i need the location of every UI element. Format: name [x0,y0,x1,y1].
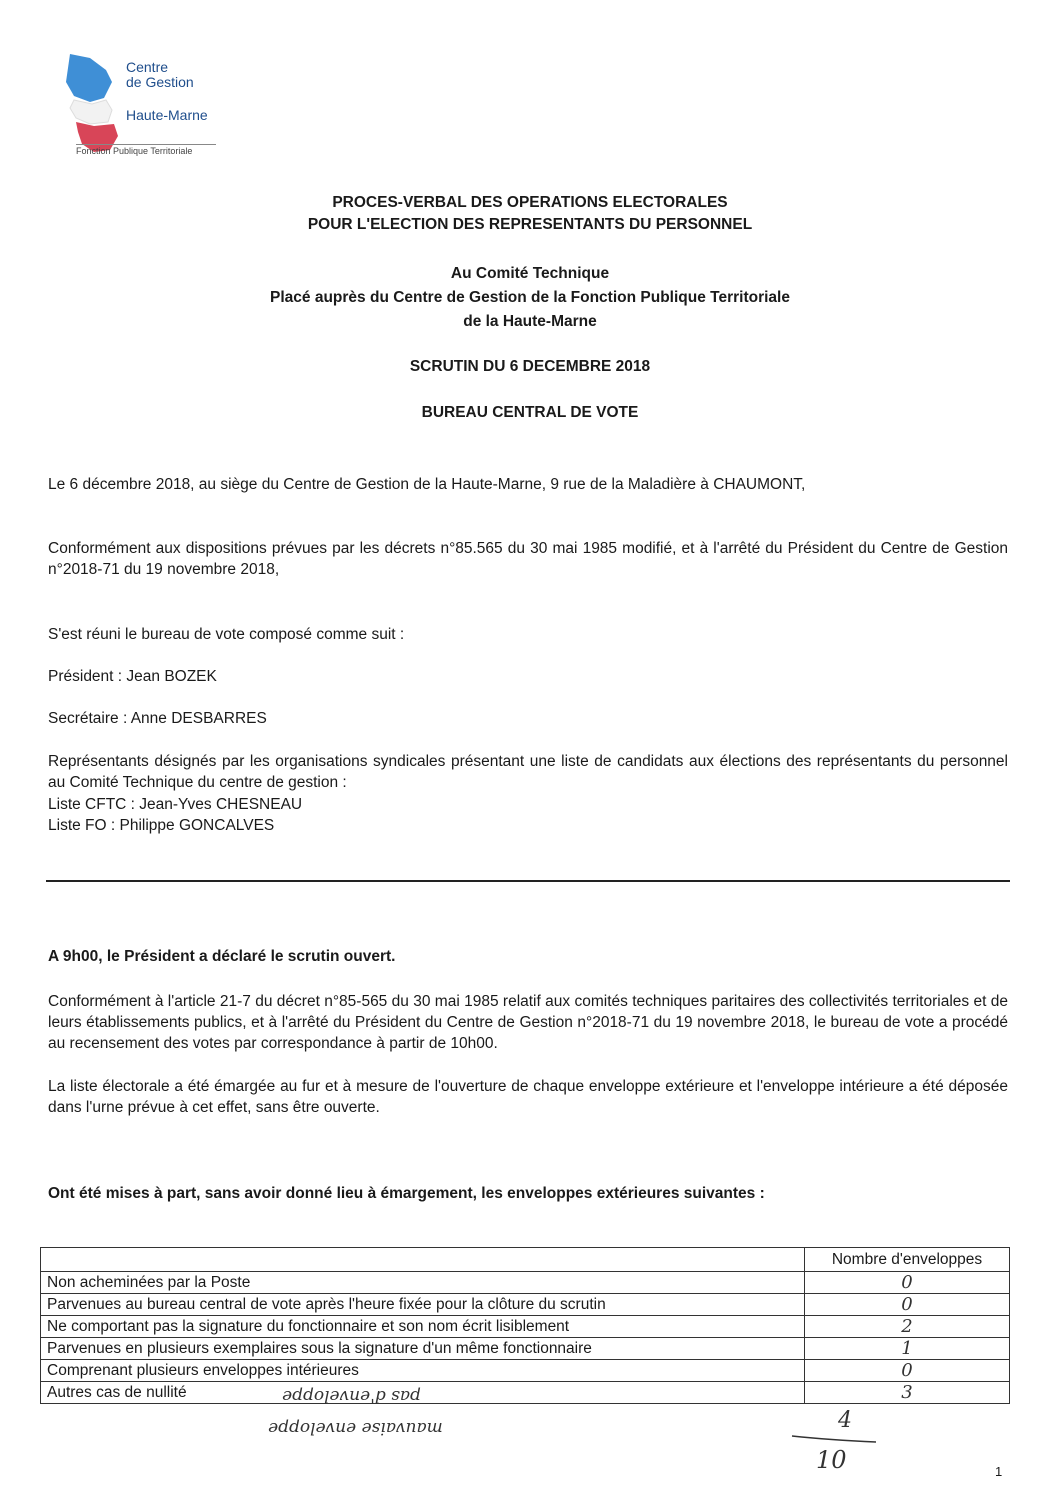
handwritten-note-2: mauvaise enveloppe [268,1418,443,1438]
intro-paragraph: Le 6 décembre 2018, au siège du Centre de Gestion de la Haute-Marne, 9 rue de la Maladière à CHAUMONT, [48,476,806,493]
row-label: Comprenant plusieurs enveloppes intérieures [41,1360,805,1382]
logo-line1: Centre [126,59,169,75]
committee-line1: Au Comité Technique [450,265,610,282]
committee-line3: de la Haute-Marne [463,313,597,330]
table-row [41,1316,1010,1338]
committee-block [0,262,1060,334]
table-row [41,1382,1010,1404]
row-label: Parvenues au bureau central de vote après l'heure fixée pour la clôture du scrutin [41,1294,805,1316]
handwritten-sum-line [790,1432,880,1446]
envelopes-table [40,1247,1010,1404]
handwritten-extra-count: 4 [838,1408,852,1433]
scrutin-heading: SCRUTIN DU 6 DECEMBRE 2018 [409,358,651,375]
president-line: Président : Jean BOZEK [48,668,217,685]
row-count: 1 [805,1338,1010,1360]
conformement-paragraph: Conformément aux dispositions prévues par les décrets n°85.565 du 30 mai 1985 modifié, et à l'arrêté du Président du Centre de Gestion n°2018-71 du 19 novembre 2018, [48,540,1008,578]
row-count: 3 [805,1382,1010,1404]
logo-subtitle: Fonction Publique Territoriale [76,144,216,156]
row-count: 0 [805,1294,1010,1316]
table-row [41,1360,1010,1382]
row-count: 0 [805,1272,1010,1294]
row-label: Non acheminées par la Poste [41,1272,805,1294]
row-label: Autres cas de nullité [41,1382,805,1404]
title-line1: PROCES-VERBAL DES OPERATIONS ELECTORALES [332,194,728,211]
table-row [41,1294,1010,1316]
title-line2: POUR L'ELECTION DES REPRESENTANTS DU PERSONNEL [307,216,753,233]
table-header-empty [41,1248,805,1272]
handwritten-total: 10 [816,1446,847,1474]
mises-a-part-heading: Ont été mises à part, sans avoir donné lieu à émargement, les enveloppes extérieures suivantes : [48,1185,765,1202]
logo-line2: de Gestion [126,74,194,90]
title-block [0,192,1060,236]
row-label: Parvenues en plusieurs exemplaires sous la signature d'un même fonctionnaire [41,1338,805,1360]
row-count: 0 [805,1360,1010,1382]
handwritten-note-1: pas d'enveloppe [282,1386,421,1406]
table-header-row [41,1248,1010,1272]
secretaire-line: Secrétaire : Anne DESBARRES [48,710,267,727]
logo [56,40,256,170]
page-number: 1 [995,1464,1003,1479]
logo-line3: Haute-Marne [126,107,208,123]
article-paragraph: Conformément à l'article 21-7 du décret n°85-565 du 30 mai 1985 relatif aux comités techniques paritaires des collectivités territoriales et de leurs établissements publics, et à l'arrêté du Président du Centre de Gestion n°2018-71 du 19 novembre 2018, le bureau de vote a procédé au recensement des votes par correspondance à partir de 10h00. [48,993,1008,1052]
reuni-paragraph: S'est réuni le bureau de vote composé comme suit : [48,626,405,643]
liste-cftc-line: Liste CFTC : Jean-Yves CHESNEAU [48,796,303,813]
liste-electorale-paragraph: La liste électorale a été émargée au fur et à mesure de l'ouverture de chaque enveloppe extérieure et l'enveloppe intérieure a été déposée dans l'urne prévue à cet effet, sans être ouverte. [48,1078,1008,1116]
row-count: 2 [805,1316,1010,1338]
liste-fo-line: Liste FO : Philippe GONCALVES [48,817,275,834]
table-row [41,1272,1010,1294]
table-header-count: Nombre d'enveloppes [805,1248,1010,1272]
logo-text [126,60,208,123]
representants-paragraph: Représentants désignés par les organisations syndicales présentant une liste de candidats aux élections des représentants du personnel au Comité Technique du centre de gestion : [48,753,1008,791]
section-divider [46,880,1010,882]
row-label: Ne comportant pas la signature du fonctionnaire et son nom écrit lisiblement [41,1316,805,1338]
bureau-heading: BUREAU CENTRAL DE VOTE [421,404,639,421]
ouverture-line: A 9h00, le Président a déclaré le scrutin ouvert. [48,948,396,965]
committee-line2: Placé auprès du Centre de Gestion de la Fonction Publique Territoriale [270,289,790,306]
table-row [41,1338,1010,1360]
